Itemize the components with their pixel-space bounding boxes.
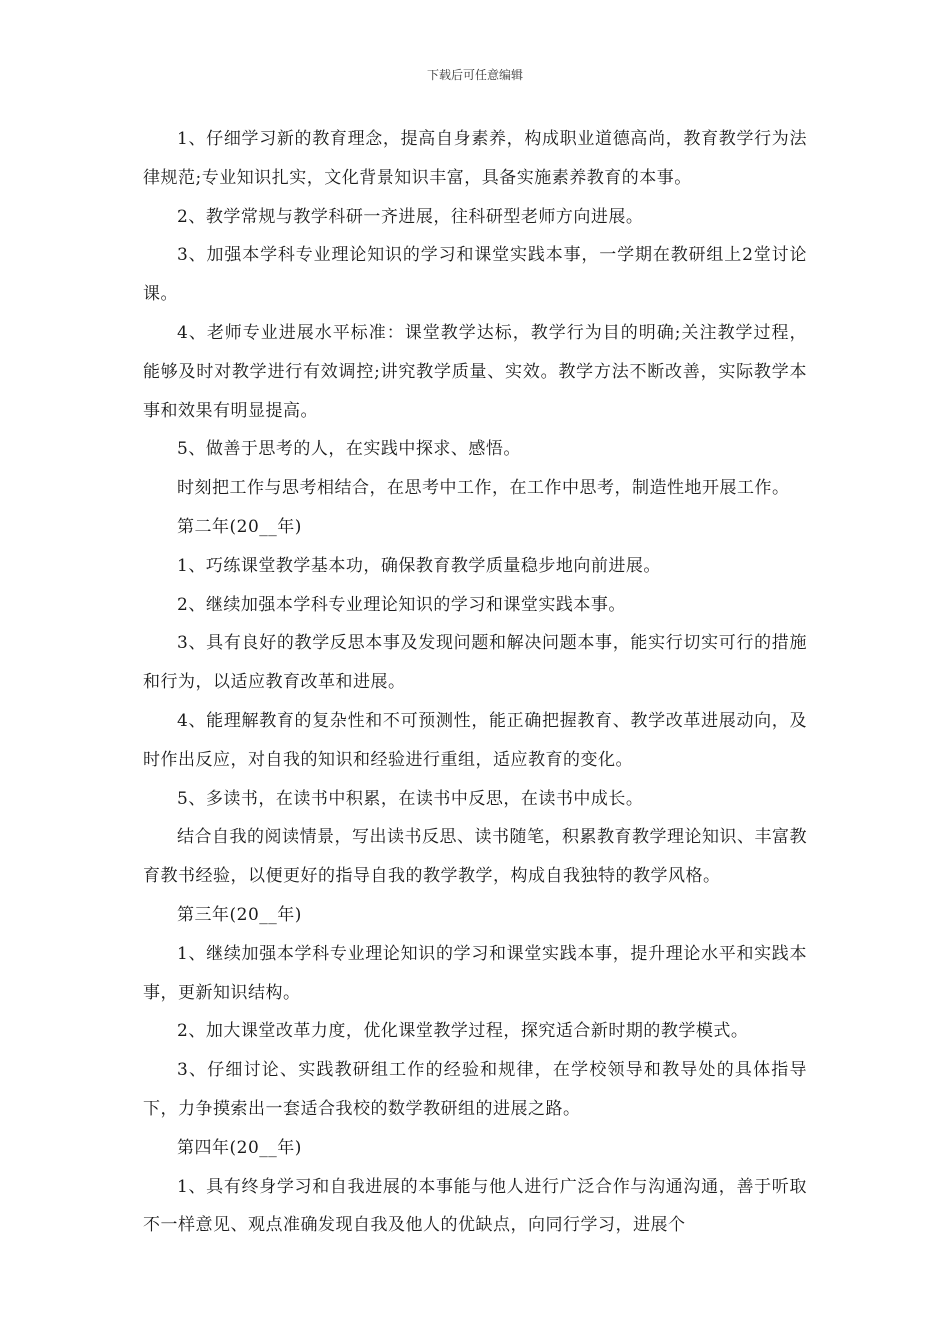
paragraph-year3-item-2: 2、加大课堂改革力度，优化课堂教学过程，探究适合新时期的教学模式。	[177, 1021, 749, 1042]
paragraph-goal-5: 5、做善于思考的人，在实践中探求、感悟。	[177, 439, 521, 460]
paragraph-note: 时刻把工作与思考相结合，在思考中工作，在工作中思考，制造性地开展工作。	[177, 478, 790, 499]
paragraph-goal-3: 3、加强本学科专业理论知识的学习和课堂实践本事，一学期在教研组上2堂讨论课。	[143, 245, 807, 305]
paragraph-year2-note: 结合自我的阅读情景，写出读书反思、读书随笔，积累教育教学理论知识、丰富教育教书经验，以便更好的指导自我的教学教学，构成自我独特的教学风格。	[143, 827, 807, 887]
paragraph-year3-item-1: 1、继续加强本学科专业理论知识的学习和课堂实践本事，提升理论水平和实践本事，更新知识结构。	[143, 943, 807, 1003]
section-heading-year-3: 第三年(20__年)	[177, 904, 302, 925]
paragraph-year2-item-5: 5、多读书，在读书中积累，在读书中反思，在读书中成长。	[177, 788, 644, 809]
paragraph-year4-item-1: 1、具有终身学习和自我进展的本事能与他人进行广泛合作与沟通沟通，善于听取不一样意见、观点准确发现自我及他人的优缺点，向同行学习，进展个	[143, 1176, 807, 1236]
paragraph-year2-item-4: 4、能理解教育的复杂性和不可预测性，能正确把握教育、教学改革进展动向，及时作出反应，对自我的知识和经验进行重组，适应教育的变化。	[143, 710, 807, 770]
page-header: 下载后可任意编辑	[426, 68, 523, 82]
paragraph-year3-item-3: 3、仔细讨论、实践教研组工作的经验和规律，在学校领导和教导处的具体指导下，力争摸索出一套适合我校的数学教研组的进展之路。	[143, 1060, 807, 1119]
paragraph-year2-item-2: 2、继续加强本学科专业理论知识的学习和课堂实践本事。	[177, 594, 626, 615]
paragraph-goal-2: 2、教学常规与教学科研一齐进展，往科研型老师方向进展。	[177, 206, 644, 227]
section-heading-year-2: 第二年(20__年)	[177, 516, 302, 537]
paragraph-year2-item-1: 1、巧练课堂教学基本功，确保教育教学质量稳步地向前进展。	[177, 555, 661, 576]
paragraph-goal-1: 1、仔细学习新的教育理念，提高自身素养，构成职业道德高尚，教育教学行为法律规范;专业知识扎实，文化背景知识丰富，具备实施素养教育的本事。	[143, 129, 807, 188]
paragraph-goal-4: 4、老师专业进展水平标准：课堂教学达标，教学行为目的明确;关注教学过程，能够及时对教学进行有效调控;讲究教学质量、实效。教学方法不断改善，实际教学本事和效果有明显提高。	[143, 322, 807, 421]
section-heading-year-4: 第四年(20__年)	[177, 1137, 302, 1158]
document-body	[143, 120, 807, 1245]
paragraph-year2-item-3: 3、具有良好的教学反思本事及发现问题和解决问题本事，能实行切实可行的措施和行为，以适应教育改革和进展。	[143, 633, 807, 693]
